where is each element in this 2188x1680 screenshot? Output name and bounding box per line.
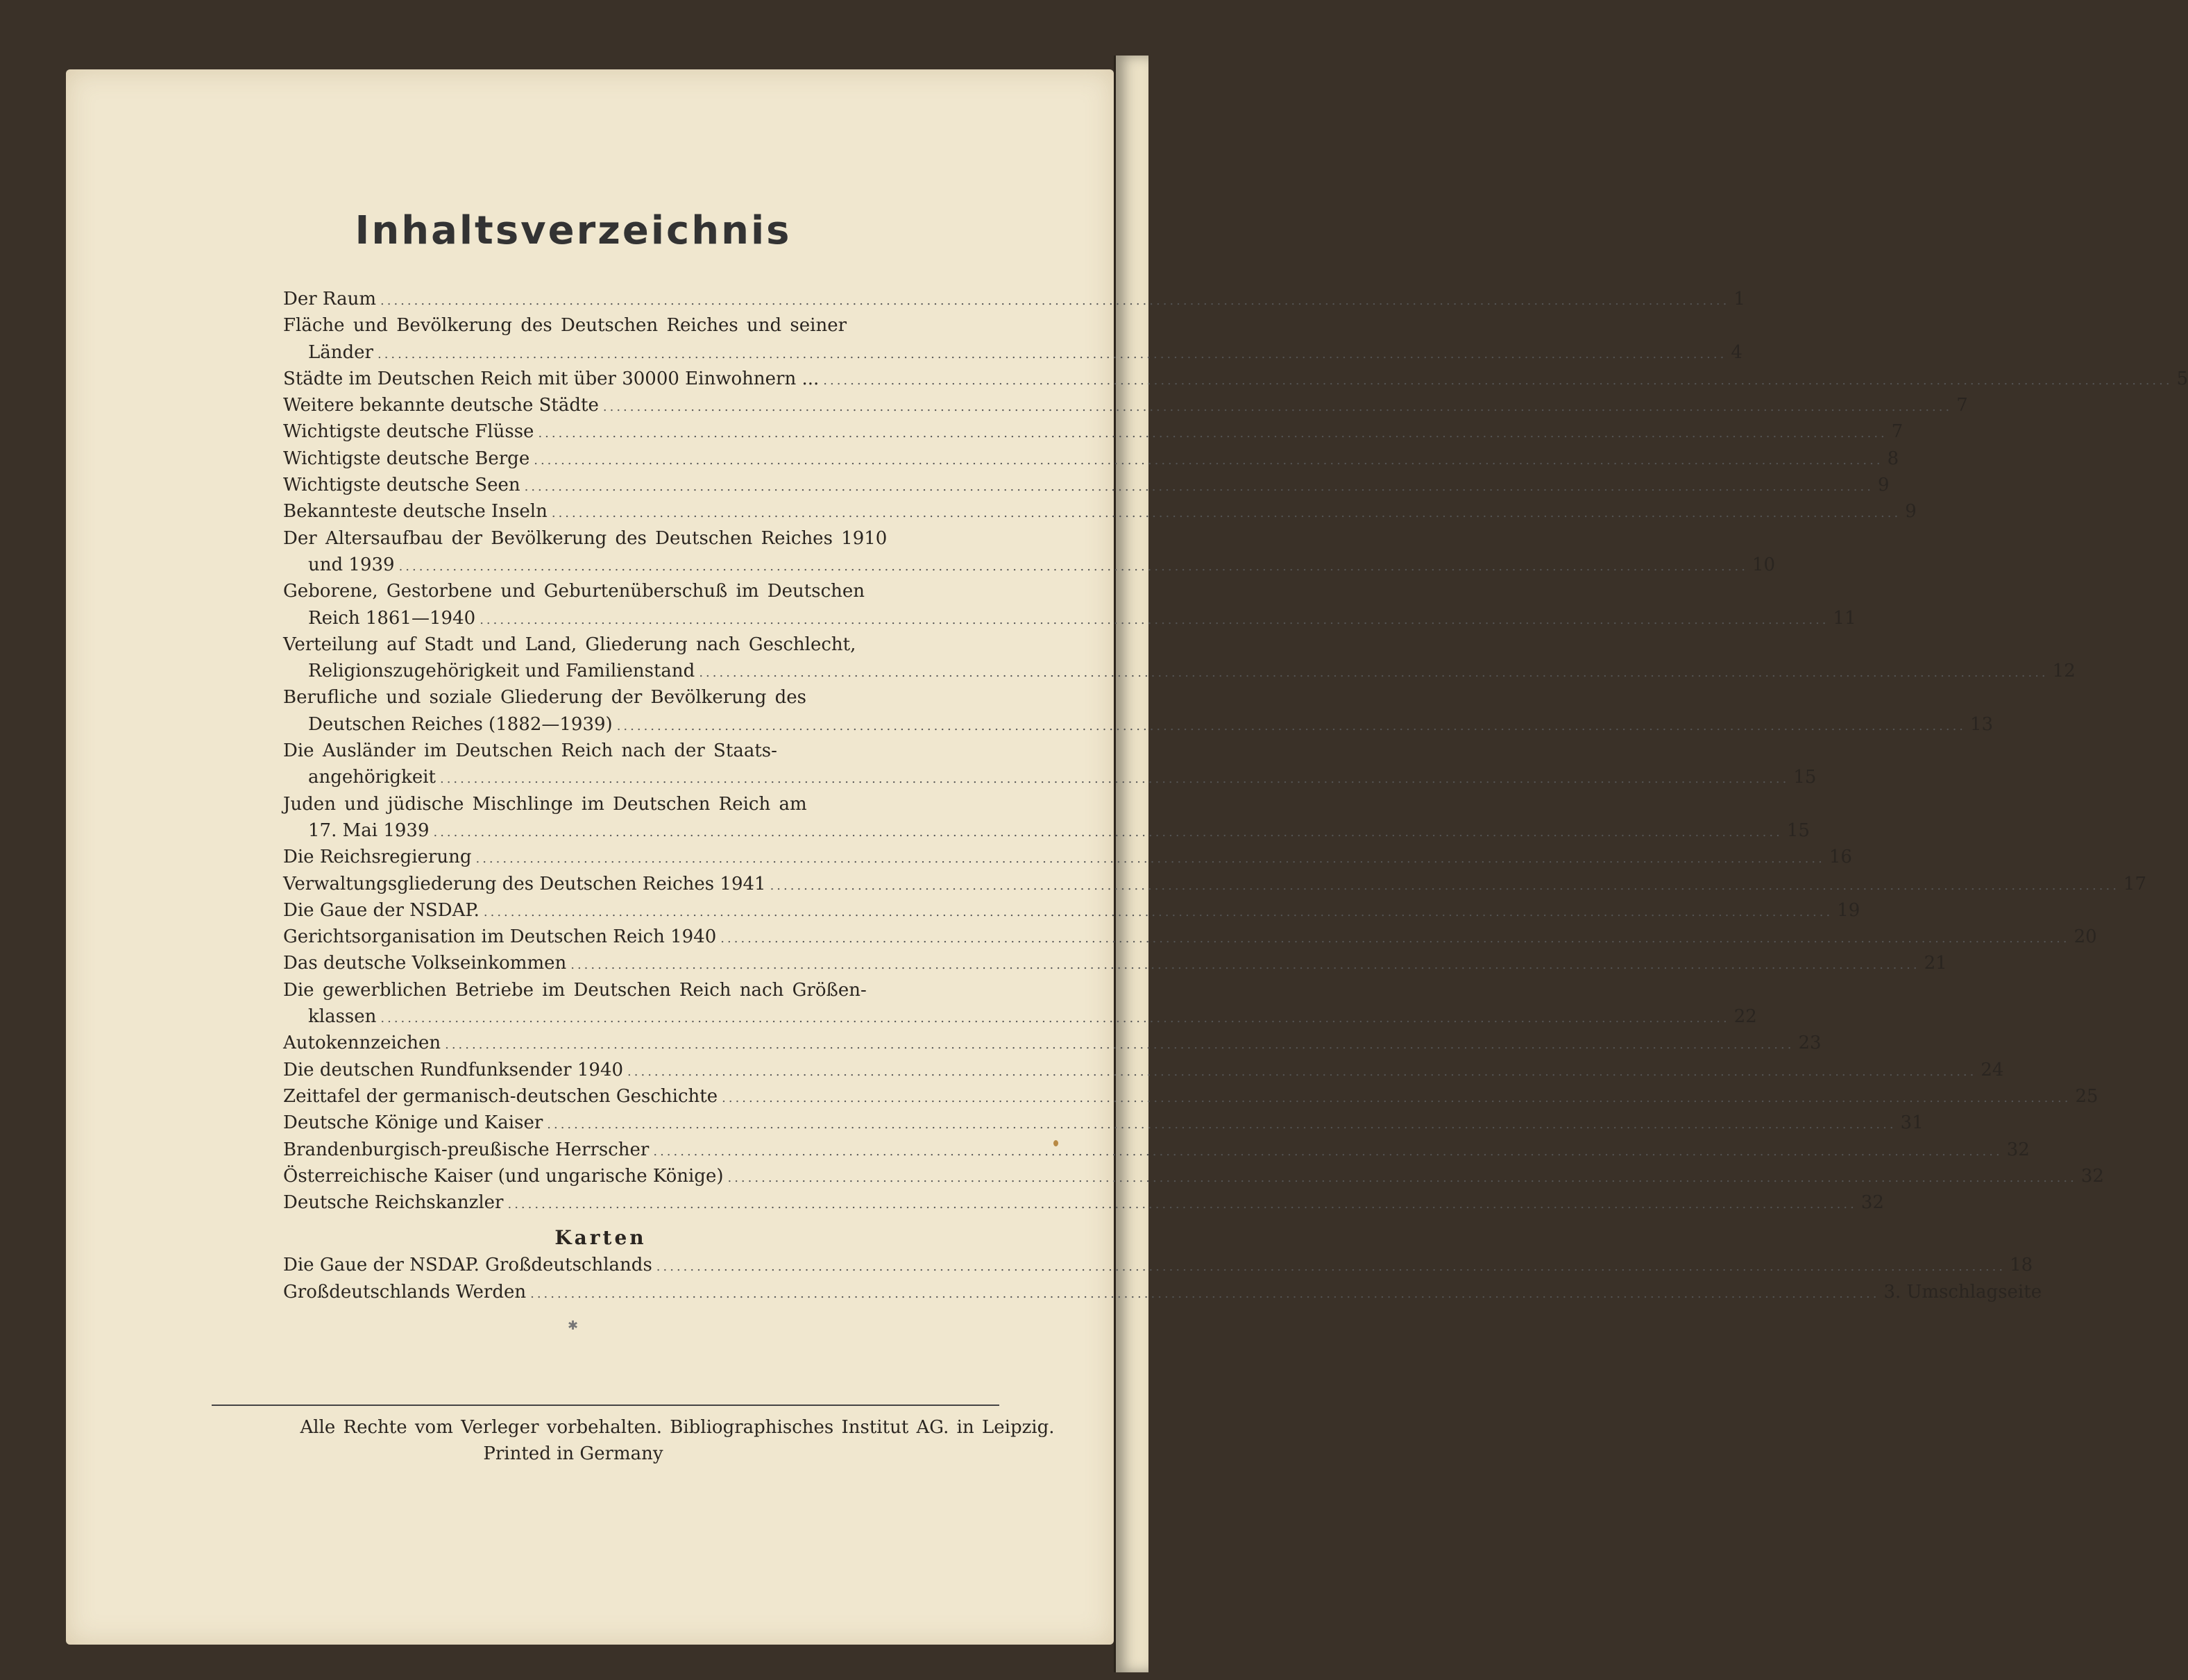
toc-entry-title: Reich 1861—1940: [308, 607, 476, 629]
dot-leader: ........................................................................................................................................................................................................: [720, 931, 2070, 947]
toc-entry: [283, 1083, 2098, 1110]
toc-entry-line: [283, 764, 1817, 790]
dot-leader: ........................................................................................................................................................................................................: [770, 878, 2119, 893]
toc-entry-title: Städte im Deutschen Reich mit über 30000 Einwohnern ...: [283, 368, 820, 389]
toc-entry-line: [283, 871, 2147, 897]
toc-entry-line: [283, 1163, 2104, 1189]
toc-entry-line: [283, 1252, 2033, 1278]
dot-leader: ........................................................................................................................................................................................................: [602, 400, 1953, 415]
toc-page-number: 1: [1733, 289, 1745, 309]
toc-entry-line: [283, 977, 918, 1003]
toc-entry-line: [283, 392, 1968, 418]
toc-entry-line: [283, 631, 918, 658]
toc-entry: [283, 1057, 2004, 1083]
dot-leader: ........................................................................................................................................................................................................: [616, 718, 1967, 733]
toc-entry-line: [283, 1279, 2042, 1305]
toc-entry: [283, 791, 1810, 845]
toc-entry-title: und 1939: [308, 554, 395, 575]
dot-leader: ........................................................................................................................................................................................................: [377, 346, 1727, 362]
toc-page-number: 15: [1786, 820, 1810, 841]
toc-entry-title: Juden und jüdische Mischlinge im Deutschen Reich am: [283, 793, 807, 815]
toc-entry-line: [283, 1137, 2030, 1163]
toc-page-number: 32: [2080, 1165, 2104, 1187]
toc-entry-title: Wichtigste deutsche Berge: [283, 448, 530, 469]
toc-entry-line: [283, 844, 1852, 870]
toc-page-number: 32: [1860, 1192, 1884, 1214]
toc-entry-title: Die gewerblichen Betriebe im Deutschen Reich nach Größen-: [283, 979, 867, 1001]
dot-leader: ........................................................................................................................................................................................................: [439, 772, 1790, 787]
toc-entry-title: angehörigkeit: [308, 767, 436, 788]
toc-entry: [283, 578, 1856, 631]
toc-entry-line: [283, 658, 2076, 684]
toc-entry-title: Religionszugehörigkeit und Familienstand: [308, 661, 695, 682]
toc-entry-line: [283, 711, 1994, 738]
toc-entry-title: Der Raum: [283, 289, 376, 309]
toc-entry-line: [283, 366, 2188, 392]
toc-entry-title: Verteilung auf Stadt und Land, Gliederung nach Geschlecht,: [283, 634, 856, 655]
dot-leader: ........................................................................................................................................................................................................: [507, 1197, 1857, 1212]
toc-page-number: 15: [1793, 767, 1817, 788]
dot-leader: ........................................................................................................................................................................................................: [475, 851, 1825, 867]
toc-page-number: 25: [2075, 1085, 2098, 1107]
toc-page-number: 16: [1829, 847, 1852, 868]
toc-page-number: 13: [1970, 713, 1994, 735]
toc-entry: [283, 897, 1860, 924]
toc-entry-title: Deutschen Reiches (1882—1939): [308, 713, 613, 735]
toc-entry-title: Deutsche Reichskanzler: [283, 1192, 504, 1214]
dot-leader: ........................................................................................................................................................................................................: [627, 1064, 1977, 1079]
toc-entry-title: 17. Mai 1939: [308, 820, 430, 841]
toc-page-number: 21: [1924, 953, 1947, 974]
toc-entry: [283, 366, 2188, 392]
toc-entry-line: [283, 418, 1903, 445]
ornament-star: ✱: [568, 1318, 579, 1333]
toc-entry-title: Zeittafel der germanisch-deutschen Geschichte: [283, 1085, 718, 1107]
toc-entry-line: [283, 924, 2097, 950]
dot-leader: ........................................................................................................................................................................................................: [551, 506, 1901, 521]
toc-page-number: 7: [1891, 421, 1903, 443]
page-title: Inhaltsverzeichnis: [355, 208, 792, 253]
toc-page-number: 5: [2176, 368, 2188, 389]
dot-leader: ........................................................................................................................................................................................................: [823, 373, 2173, 388]
toc-page-number: 7: [1956, 395, 1968, 416]
imprint: [0, 1414, 1146, 1467]
toc-page-number: 18: [2010, 1255, 2033, 1276]
toc-entry-line: [283, 472, 1890, 498]
toc-page-number: 19: [1837, 899, 1860, 921]
dot-leader: ........................................................................................................................................................................................................: [530, 1286, 1880, 1301]
dot-leader: ........................................................................................................................................................................................................: [547, 1117, 1897, 1132]
dot-leader: ........................................................................................................................................................................................................: [653, 1144, 2003, 1159]
toc-page-number: 8: [1887, 448, 1899, 469]
toc-entry-line: [283, 897, 1860, 924]
toc-entry: [283, 977, 1757, 1030]
toc-entry-title: Das deutsche Volkseinkommen: [283, 953, 567, 974]
dot-leader: ........................................................................................................................................................................................................: [570, 958, 1920, 973]
toc-entry-line: [283, 339, 1742, 366]
dot-leader: ........................................................................................................................................................................................................: [524, 480, 1874, 495]
dot-leader: ........................................................................................................................................................................................................: [398, 559, 1748, 574]
toc-entry: [283, 1279, 2042, 1305]
toc-entry-line: [283, 950, 1947, 976]
toc-entry-line: [283, 1083, 2098, 1110]
toc-entry-line: [283, 605, 1856, 631]
toc-entry-line: [283, 525, 918, 552]
toc-entry: [283, 871, 2147, 897]
toc-maps-list: [283, 1252, 2042, 1305]
toc-entry: [283, 498, 1917, 525]
toc-page-number: 10: [1752, 554, 1776, 575]
toc-entry: [283, 1252, 2033, 1278]
toc-entry-line: [283, 312, 918, 339]
toc-entry-title: Fläche und Bevölkerung des Deutschen Reiches und seiner: [283, 315, 847, 337]
dot-leader: ........................................................................................................................................................................................................: [433, 824, 1783, 840]
toc-entry-line: [283, 446, 1899, 472]
toc-entry-line: [283, 1189, 1884, 1216]
printed-note: Printed in Germany: [483, 1443, 663, 1464]
toc-entry: [283, 684, 1994, 738]
toc-entry: [283, 1163, 2104, 1189]
toc-entry-title: Österreichische Kaiser (und ungarische Könige): [283, 1165, 724, 1187]
toc-entry-line: [283, 578, 918, 604]
toc-page-number: 24: [1981, 1059, 2004, 1080]
toc-entry-title: Die Gaue der NSDAP.: [283, 899, 480, 921]
toc-entry-line: [283, 1057, 2004, 1083]
toc-entry-line: [283, 738, 918, 764]
toc-page-number: 4: [1731, 341, 1742, 363]
toc-entry-title: Wichtigste deutsche Flüsse: [283, 421, 534, 443]
footer-rule: [212, 1405, 999, 1406]
toc-page-number: 12: [2052, 661, 2076, 682]
toc-entry-title: Die Gaue der NSDAP. Großdeutschlands: [283, 1255, 652, 1276]
toc-entry: [283, 286, 1745, 312]
toc-entry-title: Verwaltungsgliederung des Deutschen Reiches 1941: [283, 873, 766, 894]
toc-page-number: 9: [1877, 475, 1890, 496]
toc-page-number: 31: [1900, 1112, 1924, 1134]
toc-entry: [283, 844, 1852, 870]
dot-leader: ........................................................................................................................................................................................................: [699, 665, 2049, 681]
toc-entry: [283, 1137, 2030, 1163]
toc-entry: [283, 392, 1968, 418]
toc-entry-line: [283, 552, 1776, 578]
dot-leader: ........................................................................................................................................................................................................: [722, 1090, 2071, 1105]
rights-notice: Alle Rechte vom Verleger vorbehalten. Bibliographisches Institut AG. in Leipzig.: [300, 1417, 1055, 1438]
dot-leader: ........................................................................................................................................................................................................: [538, 426, 1888, 441]
toc-entry: [283, 312, 1742, 366]
dot-leader: ........................................................................................................................................................................................................: [380, 1011, 1730, 1026]
toc-entry: [283, 1110, 1924, 1136]
dot-leader: ........................................................................................................................................................................................................: [483, 904, 1833, 919]
toc-entry-line: [283, 817, 1810, 844]
toc-entry-line: [283, 684, 918, 711]
toc-page-number: 3. Umschlagseite: [1883, 1281, 2042, 1303]
toc-entry-title: Die Ausländer im Deutschen Reich nach der Staats-: [283, 740, 777, 762]
dot-leader: ........................................................................................................................................................................................................: [656, 1259, 2006, 1275]
toc-entry-title: Weitere bekannte deutsche Städte: [283, 395, 599, 416]
toc-entry-line: [283, 286, 1745, 312]
toc-entry-title: Autokennzeichen: [283, 1033, 441, 1054]
toc-entry: [283, 950, 1947, 976]
toc-entry-title: Wichtigste deutsche Seen: [283, 475, 520, 496]
toc-entry-line: [283, 1030, 1822, 1056]
toc-entry: [283, 1030, 1822, 1056]
toc-entry: [283, 472, 1890, 498]
toc-entry-title: Länder: [308, 341, 373, 363]
toc-entry-title: klassen: [308, 1006, 377, 1028]
toc-entry-line: [283, 1110, 1924, 1136]
dot-leader: ........................................................................................................................................................................................................: [480, 612, 1829, 627]
toc-entry: [283, 446, 1899, 472]
table-of-contents: [283, 286, 2188, 1305]
toc-entry-title: Großdeutschlands Werden: [283, 1281, 527, 1303]
maps-section-title: Karten: [554, 1226, 647, 1250]
toc-entry: [283, 1189, 1884, 1216]
toc-entry-title: Geborene, Gestorbene und Geburtenüberschuß im Deutschen: [283, 581, 865, 602]
toc-entry: [283, 924, 2097, 950]
dot-leader: ........................................................................................................................................................................................................: [380, 294, 1730, 308]
toc-page-number: 22: [1733, 1006, 1757, 1028]
toc-entry-title: Deutsche Könige und Kaiser: [283, 1112, 543, 1134]
toc-page-number: 11: [1833, 607, 1856, 629]
dot-leader: ........................................................................................................................................................................................................: [534, 452, 1883, 468]
toc-page-number: 20: [2073, 926, 2097, 948]
toc-entry-title: Der Altersaufbau der Bevölkerung des Deutschen Reiches 1910: [283, 527, 888, 549]
dot-leader: ........................................................................................................................................................................................................: [727, 1170, 2077, 1185]
toc-page-number: 32: [2006, 1139, 2030, 1160]
toc-entry-title: Die Reichsregierung: [283, 847, 472, 868]
toc-entry: [283, 525, 1776, 579]
toc-entry: [283, 418, 1903, 445]
toc-main-list: [283, 286, 2188, 1216]
toc-entry-title: Berufliche und soziale Gliederung der Bevölkerung des: [283, 687, 807, 709]
toc-entry-line: [283, 1003, 1757, 1030]
toc-entry-title: Gerichtsorganisation im Deutschen Reich 1940: [283, 926, 717, 948]
toc-page-number: 23: [1798, 1033, 1822, 1054]
toc-entry-title: Die deutschen Rundfunksender 1940: [283, 1059, 624, 1080]
dot-leader: ........................................................................................................................................................................................................: [445, 1037, 1795, 1053]
toc-entry: [283, 631, 2076, 685]
toc-entry-line: [283, 498, 1917, 525]
toc-entry: [283, 738, 1817, 791]
toc-entry-title: Brandenburgisch-preußische Herrscher: [283, 1139, 650, 1160]
toc-page-number: 17: [2123, 873, 2147, 894]
toc-entry-title: Bekannteste deutsche Inseln: [283, 501, 548, 523]
toc-entry-line: [283, 791, 918, 817]
toc-page-number: 9: [1905, 501, 1917, 523]
